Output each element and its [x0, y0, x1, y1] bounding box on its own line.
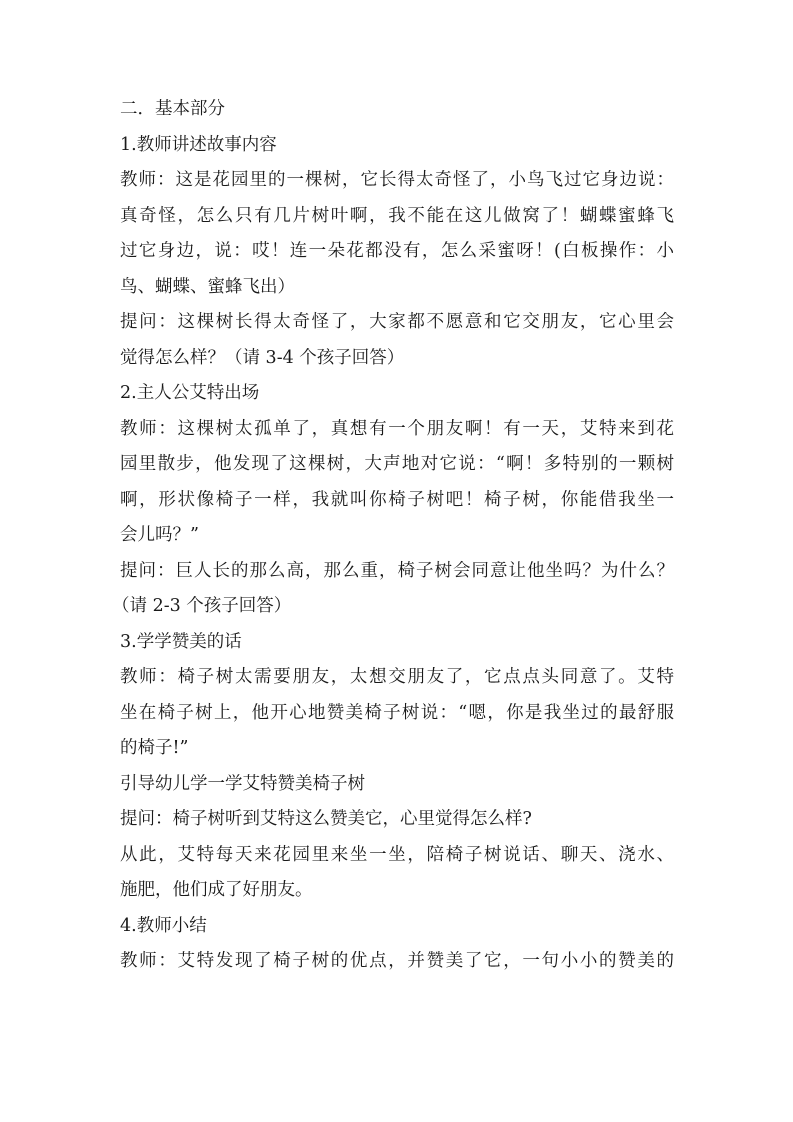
subsection-heading: 2.主人公艾特出场 — [120, 383, 260, 403]
paragraph-line: 园里散步，他发现了这棵树，大声地对它说：“啊！多特别的一颗树 — [120, 454, 674, 474]
paragraph-line: 鸟、蝴蝶、蜜蜂飞出） — [120, 276, 295, 297]
document-body — [112, 92, 674, 980]
paragraph-line: 坐在椅子树上，他开心地赞美椅子树说：“嗯，你是我坐过的最舒服 — [120, 702, 674, 723]
paragraph-line: 提问：椅子树听到艾特这么赞美它，心里觉得怎么样? — [120, 809, 532, 829]
paragraph-line: 会儿吗？” — [120, 525, 199, 545]
paragraph-line: 教师：椅子树太需要朋友，太想交朋友了，它点点头同意了。艾特 — [120, 667, 674, 687]
subsection-heading: 1.教师讲述故事内容 — [120, 134, 277, 155]
paragraph-line: 觉得怎么样？（请 3-4 个孩子回答） — [120, 347, 405, 368]
paragraph-line: 的椅子!” — [120, 738, 189, 758]
paragraph-line: （请 2-3 个孩子回答） — [112, 596, 292, 616]
subsection-heading: 3.学学赞美的话 — [120, 631, 242, 652]
paragraph-line: 引导幼儿学一学艾特赞美椅子树 — [120, 773, 365, 794]
paragraph-line: 啊，形状像椅子一样，我就叫你椅子树吧！椅子树，你能借我坐一 — [120, 489, 674, 510]
paragraph-line: 过它身边，说：哎！连一朵花都没有，怎么采蜜呀！(白板操作：小 — [120, 241, 674, 261]
paragraph-line: 提问：巨人长的那么高，那么重，椅子树会同意让他坐吗？为什么？ — [120, 560, 674, 581]
paragraph-line: 教师：艾特发现了椅子树的优点，并赞美了它，一句小小的赞美的 — [120, 951, 674, 971]
paragraph-line: 真奇怪，怎么只有几片树叶啊，我不能在这儿做窝了！蝴蝶蜜蜂飞 — [120, 205, 674, 226]
paragraph-line: 施肥，他们成了好朋友。 — [120, 880, 313, 900]
subsection-heading: 4.教师小结 — [120, 915, 207, 936]
paragraph-line: 从此，艾特每天来花园里来坐一坐，陪椅子树说话、聊天、浇水、 — [120, 844, 674, 865]
paragraph-line: 教师：这是花园里的一棵树，它长得太奇怪了，小鸟飞过它身边说： — [120, 170, 674, 190]
section-heading: 二．基本部分 — [120, 99, 225, 119]
paragraph-line: 教师：这棵树太孤单了，真想有一个朋友啊！有一天，艾特来到花 — [120, 418, 674, 439]
paragraph-line: 提问：这棵树长得太奇怪了，大家都不愿意和它交朋友，它心里会 — [120, 312, 674, 332]
